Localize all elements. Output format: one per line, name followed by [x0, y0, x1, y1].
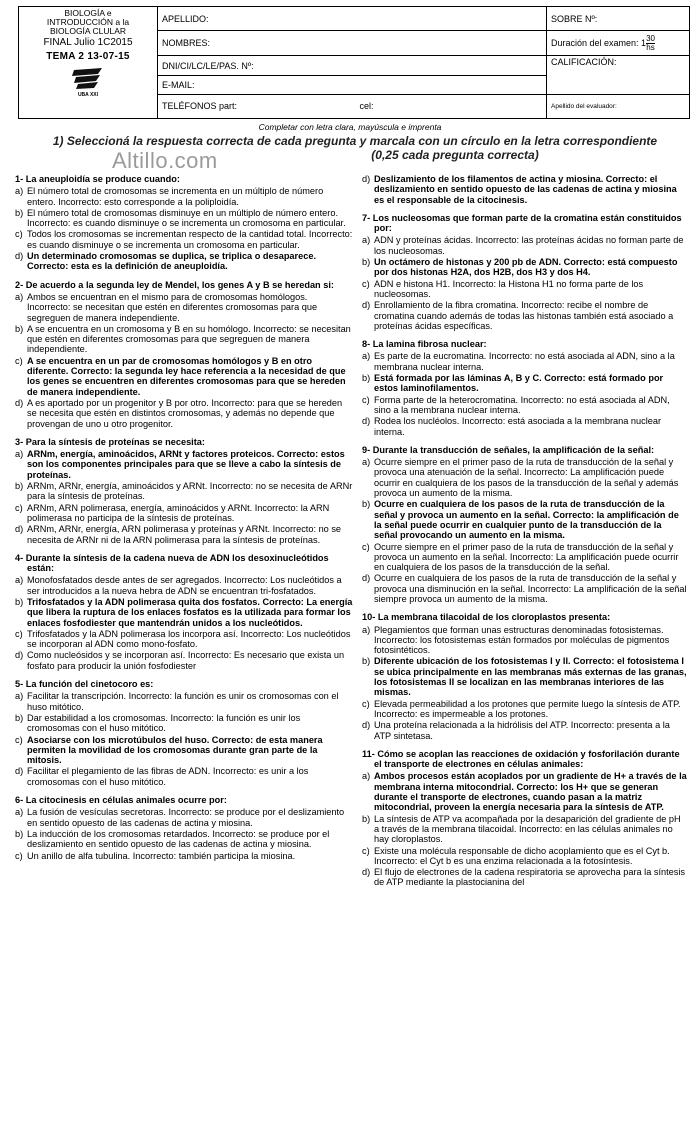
option-letter: a)	[362, 457, 371, 468]
answer-option[interactable]	[15, 524, 353, 545]
answer-option[interactable]	[362, 174, 687, 205]
option-text	[374, 542, 687, 573]
option-text	[27, 481, 353, 502]
option-letter: c)	[362, 394, 370, 405]
instructions-line-2: (0,25 cada pregunta correcta)	[371, 148, 539, 162]
option-main-text: Un octámero de histonas y 200 pb de ADN. Correcto: está compuesto por dos histonas H2A, dos H2B, dos H3 y dos H4.	[374, 257, 678, 278]
option-feedback: Incorrecto: es unir a los cromosomas con el huso mitótico.	[27, 766, 309, 787]
answer-option[interactable]	[15, 251, 353, 272]
option-letter: a)	[362, 235, 371, 246]
option-main-text: Como nucleósidos y se incorporan así.	[27, 650, 186, 661]
option-main-text: Ocurre siempre en el primer paso de la ruta de transducción de la señal y provoca un aumento en la señal.	[374, 541, 674, 562]
question	[362, 213, 687, 331]
option-feedback: Incorrecto: en las células animales no hay cloroplastos.	[374, 823, 673, 845]
instructions-line-1: 1) Seleccioná la respuesta correcta de cada pregunta y marcala con un círculo en la letra correspondiente	[52, 134, 658, 148]
option-feedback: Incorrecto: no se necesita de ARNr ni de la ARN polimerasa para la síntesis de proteínas.	[27, 524, 342, 545]
option-main-text: A es aportado por un progenitor y B por otro.	[27, 397, 209, 408]
option-feedback: Incorrecto: Los nucleótidos a ser introducidos a la nueva hebra de ADN se encuentran tri-fosfatados.	[27, 575, 342, 596]
answer-option[interactable]	[15, 481, 353, 502]
option-text	[374, 416, 687, 437]
question	[15, 437, 353, 545]
subject-line-1: BIOLOGÍA e	[64, 8, 112, 18]
answer-option[interactable]	[362, 867, 687, 888]
option-main-text: Existe una molécula responsable de dicho acoplamiento que es el Cyt b.	[374, 845, 670, 856]
question-title: 9- Durante la transducción de señales, la amplificación de la señal:	[362, 444, 655, 455]
option-feedback: Incorrecto: esto corresponde a la poliploidía.	[55, 196, 239, 207]
question	[362, 749, 687, 888]
option-text	[27, 597, 353, 628]
question	[15, 553, 353, 671]
right-column	[362, 174, 687, 896]
question-title: 6- La citocinesis en células animales ocurre por:	[15, 795, 227, 806]
option-text	[374, 656, 687, 697]
option-text	[374, 499, 687, 540]
option-feedback: Incorrecto: es cuando disminuye o se incrementa un cromosoma en particular.	[27, 218, 346, 229]
exam-header	[18, 6, 690, 119]
option-feedback: Incorrecto: Es necesario que exista un fosfato para producir la unión fosfodiester	[27, 650, 345, 671]
option-letter: d)	[362, 416, 371, 427]
question	[15, 280, 353, 429]
answer-option[interactable]	[15, 766, 353, 787]
answer-option[interactable]	[362, 573, 687, 604]
option-main-text: Ocurre en cualquiera de los pasos de la ruta de transducción de la señal y provoca una disminución en la señal.	[374, 573, 677, 594]
option-text	[374, 720, 687, 741]
option-text	[27, 829, 353, 850]
option-main-text: Una proteína relacionada a la hidrólisis del ATP.	[374, 720, 569, 731]
option-letter: b)	[15, 481, 24, 492]
option-letter: c)	[15, 229, 23, 240]
answer-option[interactable]	[15, 208, 353, 229]
option-main-text: Plegamientos que forman unas estructuras denominadas fotosistemas.	[374, 624, 664, 635]
complete-note: Completar con letra clara, mayúscula e imprenta	[258, 122, 442, 132]
answer-option[interactable]	[362, 257, 687, 278]
option-text	[27, 229, 353, 250]
answer-option[interactable]	[362, 814, 687, 845]
answer-option[interactable]	[362, 771, 687, 812]
option-letter: b)	[362, 813, 371, 824]
option-main-text: ARNm, ARNr, energía, ARN polimerasa y proteínas y ARNt.	[27, 524, 271, 535]
apellido-field[interactable]: APELLIDO:	[158, 7, 547, 31]
answer-option[interactable]	[362, 625, 687, 656]
option-letter: c)	[15, 734, 23, 745]
option-text	[374, 395, 687, 416]
question-title: 3- Para la síntesis de proteínas se necesita:	[15, 436, 205, 447]
answer-option[interactable]	[15, 186, 353, 207]
cel-label: cel:	[359, 101, 374, 112]
option-feedback: Incorrecto: es cuando disminuye o se incrementa un cromosoma en particular.	[27, 229, 353, 250]
option-letter: d)	[15, 524, 24, 535]
answer-option[interactable]	[15, 807, 353, 828]
answer-option[interactable]	[362, 351, 687, 372]
option-text	[27, 851, 353, 861]
option-main-text: El número total de cromosomas se incrementa en un múltiplo de número entero.	[27, 186, 324, 207]
answer-option[interactable]	[15, 597, 353, 628]
option-text	[27, 324, 353, 355]
option-text	[374, 300, 687, 331]
option-letter: c)	[362, 541, 370, 552]
option-letter: a)	[362, 771, 371, 782]
option-feedback: Incorrecto: presenta a la ATP sintetasa.	[374, 720, 670, 741]
option-main-text: Rodea los nucléolos.	[374, 416, 460, 427]
left-column	[15, 174, 353, 869]
question	[362, 612, 687, 741]
option-letter: c)	[15, 355, 23, 366]
option-feedback: Incorrecto: se necesitan que estén en diferentes cromosomas para que segreguen de manera independiente.	[27, 323, 351, 355]
answer-option[interactable]	[362, 373, 687, 394]
option-letter: b)	[15, 207, 24, 218]
option-text	[374, 373, 687, 394]
option-feedback: Incorrecto: La amplificación puede ocurrir en cualquiera de los pasos de la transducción de la señal.	[374, 551, 679, 573]
answer-option[interactable]	[362, 300, 687, 331]
option-main-text: Deslizamiento de los filamentos de actina y miosina. Correcto: el deslizamiento en sentido opuesto de las cadenas de actina y miosina es el responsable de la citocinesis.	[374, 174, 677, 205]
option-text	[27, 575, 353, 596]
option-text	[27, 186, 353, 207]
option-main-text: Ocurre siempre en el primer paso de la ruta de transducción de la señal y provoca una atenuación de la señal.	[374, 457, 674, 478]
option-main-text: Dar estabilidad a los cromosomas.	[27, 712, 168, 723]
option-feedback: Incorrecto: no está asociada al ADN, sino a la membrana nuclear interna.	[374, 351, 675, 372]
option-main-text: Ambos se encuentran en el mismo para de cromosomas homólogos.	[27, 291, 308, 302]
option-letter: a)	[15, 575, 24, 586]
answer-option[interactable]	[15, 324, 353, 355]
option-text	[374, 573, 687, 604]
option-letter: c)	[362, 278, 370, 289]
question	[362, 339, 687, 437]
duracion-den: hs	[646, 42, 655, 52]
option-letter: d)	[362, 300, 371, 311]
question-title: 1- La aneuploidía se produce cuando:	[15, 174, 180, 184]
option-main-text: Todos los cromosomas se incrementan respecto de la cantidad total.	[27, 229, 307, 240]
answer-option[interactable]	[15, 575, 353, 596]
option-main-text: La fusión de vesículas secretoras.	[27, 807, 166, 818]
option-feedback: Incorrecto: los fotosistemas están formados por moléculas de pigmentos fotosintéticos.	[374, 634, 670, 656]
option-letter: b)	[362, 656, 371, 667]
option-text	[27, 766, 353, 787]
answer-option[interactable]	[15, 629, 353, 650]
option-letter: a)	[15, 807, 24, 818]
option-letter: a)	[15, 186, 24, 197]
option-letter: d)	[15, 650, 24, 661]
option-feedback: Incorrecto: está asociada a la membrana nuclear interna.	[374, 416, 662, 437]
answer-option[interactable]	[15, 292, 353, 323]
answer-option[interactable]	[362, 235, 687, 256]
watermark: Altillo.com	[112, 148, 218, 173]
option-feedback: Incorrecto: La amplificación de la señal siempre provoca un aumento de la misma.	[374, 583, 687, 604]
dni-field[interactable]: DNI/CI/LC/LE/PAS. Nº:	[158, 55, 547, 76]
answer-option[interactable]	[362, 542, 687, 573]
option-text	[374, 867, 687, 888]
option-text	[374, 625, 687, 656]
answer-option[interactable]	[362, 416, 687, 437]
answer-option[interactable]	[15, 356, 353, 397]
answer-option[interactable]	[362, 699, 687, 720]
option-text	[374, 699, 687, 720]
option-text	[27, 735, 353, 766]
duracion-fraction	[646, 35, 655, 52]
option-text	[27, 503, 353, 524]
option-main-text: Ocurre en cualquiera de los pasos de la ruta de transducción de la señal y provoca un aumento en la señal. Correcto: la amplificación de la señal puede ocurrir en cualquier punto de la transducción de la señal provocando un aumento en la misma.	[374, 499, 679, 541]
answer-option[interactable]	[362, 656, 687, 697]
answer-option[interactable]	[362, 720, 687, 741]
option-main-text: El flujo de electrones de la cadena respiratoria se aprovecha para la síntesis de ATP mediante la plastocianina del	[374, 867, 686, 888]
option-feedback: Incorrecto: la Histona H1 no forma parte de los nucleosomas.	[374, 278, 644, 299]
option-main-text: ADN e histona H1.	[374, 278, 451, 289]
option-letter: d)	[362, 720, 371, 731]
option-letter: d)	[15, 251, 24, 262]
option-letter: d)	[362, 174, 371, 184]
option-feedback: Incorrecto: no se necesita de ARNr para la síntesis de proteínas.	[27, 481, 353, 502]
question-title: 7- Los nucleosomas que forman parte de la cromatina están constituidos por:	[362, 212, 682, 234]
option-text	[27, 650, 353, 671]
option-main-text: Asociarse con los microtúbulos del huso. Correcto: de esta manera permiten la movilidad de los cromosomas durante gran parte de la mitosis.	[27, 734, 323, 766]
option-letter: c)	[15, 628, 23, 639]
option-text	[374, 771, 687, 812]
option-text	[374, 235, 687, 256]
option-feedback: Incorrecto: para que se hereden se necesita que estén en distintos cromosomas, y además no depende que provengan de uno u otro progenitor.	[27, 397, 343, 429]
option-main-text: Trifosfatados y la ADN polimerasa quita dos fosfatos. Correcto: La energía que libera la ruptura de los enlaces fosfatos es la utilizada para formar los enlaces fosfodiester que mantendrán unidos a los nucleótidos.	[27, 596, 353, 628]
option-letter: b)	[15, 712, 24, 723]
option-letter: b)	[362, 257, 371, 268]
option-main-text: ARNm, ARN polimerasa, energía, aminoácidos y ARNt.	[27, 502, 253, 513]
answer-option[interactable]	[15, 449, 353, 480]
option-feedback: Incorrecto: el Cyt b es una enzima relacionada a la fotosíntesis.	[374, 855, 633, 866]
answer-option[interactable]	[15, 713, 353, 734]
option-text	[374, 174, 687, 205]
option-letter: b)	[15, 596, 24, 607]
option-text	[374, 814, 687, 845]
option-text	[27, 398, 353, 429]
question	[362, 174, 687, 205]
option-main-text: Facilitar el plegamiento de las fibras de ADN.	[27, 766, 211, 777]
answer-option[interactable]	[15, 851, 353, 861]
option-main-text: Está formada por las láminas A, B y C. Correcto: está formado por estos laminofilamentos.	[374, 373, 664, 394]
option-feedback: Incorrecto: Los nucleótidos se incorporan al ADN como mono-fosfato.	[27, 628, 351, 650]
option-text	[27, 251, 353, 272]
option-main-text: Elevada permeabilidad a los protones que permite luego la síntesis de ATP.	[374, 698, 681, 709]
option-main-text: Facilitar la transcripción.	[27, 691, 127, 702]
answer-option[interactable]	[15, 503, 353, 524]
option-main-text: ADN y proteínas ácidas.	[374, 235, 474, 246]
option-main-text: El número total de cromosomas disminuye en un múltiplo de número entero.	[27, 207, 339, 218]
option-feedback: Incorrecto: la función es unir los cromosomas con el huso mitótico.	[27, 712, 301, 734]
option-letter: d)	[15, 766, 24, 777]
question-title: 5- La función del cinetocoro es:	[15, 679, 154, 690]
answer-option[interactable]	[15, 691, 353, 712]
answer-option[interactable]	[15, 829, 353, 850]
option-main-text: A se encuentra en un cromosoma y B en su homólogo.	[27, 323, 251, 334]
telefonos-label: TELÉFONOS part:	[162, 101, 238, 112]
duracion-num: 30	[646, 33, 655, 43]
option-letter: a)	[15, 691, 24, 702]
question-title: 11- Cómo se acoplan las reacciones de oxidación y fosforilación durante el transporte de electrones en células animales:	[362, 748, 680, 770]
option-text	[374, 351, 687, 372]
option-letter: b)	[15, 828, 24, 839]
duracion-field	[547, 31, 690, 55]
option-letter: a)	[15, 291, 24, 302]
question	[362, 445, 687, 604]
option-main-text: Forma parte de la heterocromatina.	[374, 394, 519, 405]
option-letter: a)	[15, 449, 24, 460]
option-main-text: La inducción de los cromosomas retardados.	[27, 828, 210, 839]
question-title: 2- De acuerdo a la segunda ley de Mendel, los genes A y B se heredan si:	[15, 279, 334, 290]
option-text	[27, 807, 353, 828]
option-text	[27, 208, 353, 229]
question-title: 8- La lamina fibrosa nuclear:	[362, 339, 487, 350]
option-letter: a)	[362, 624, 371, 635]
answer-option[interactable]	[362, 279, 687, 300]
option-main-text: Ambos procesos están acoplados por un gradiente de H+ a través de la membrana interna mitocondrial. Correcto: los H+ que se generan durante el transporte de electrones, cuando pasan a la matriz mitocondrial, proveen la energía necesaria para la síntesis de ATP.	[374, 771, 687, 813]
option-feedback: Incorrecto: las proteínas ácidas no forman parte de los nucleosomas.	[374, 235, 684, 256]
uba-xxi-logo	[68, 66, 108, 96]
question-title: 10- La membrana tilacoidal de los cloroplastos presenta:	[362, 612, 611, 623]
option-main-text: Monofosfatados desde antes de ser agregados.	[27, 575, 222, 586]
option-text	[27, 713, 353, 734]
option-feedback: Incorrecto: La amplificación puede ocurrir en cualquiera de los pasos de la transducción de la señal y además provoca un aumento de la misma.	[374, 467, 679, 499]
option-text	[27, 292, 353, 323]
option-main-text: Diferente ubicación de los fotosistemas I y II. Correcto: el fotosistema I se ubica principalmente en las membranas más externas de las granas, los fotosistemas II se localizan en las membranas interiores de las mismas.	[374, 656, 687, 698]
exam-tema-label: TEMA 2 13-07-15	[46, 51, 130, 62]
option-text	[27, 449, 353, 480]
answer-option[interactable]	[15, 650, 353, 671]
option-letter: d)	[15, 397, 24, 408]
option-letter: b)	[362, 373, 371, 384]
nombres-field[interactable]: NOMBRES:	[158, 31, 547, 55]
option-letter: c)	[362, 698, 370, 709]
answer-option[interactable]	[15, 735, 353, 766]
answer-option[interactable]	[362, 499, 687, 540]
option-feedback: Incorrecto: se produce por el deslizamiento en sentido opuesto de las cadenas de actina y miosina.	[27, 807, 345, 828]
option-text	[27, 524, 353, 545]
option-text	[27, 629, 353, 650]
option-feedback: Incorrecto: recibe el nombre de cromatina cuando además de todas las histonas también está asociado a proteínas ácidas específicas.	[374, 300, 674, 331]
option-letter: c)	[15, 850, 23, 861]
option-text	[374, 846, 687, 867]
option-feedback: Incorrecto: no está asociada al ADN, sino a la membrana nuclear interna.	[374, 394, 670, 415]
question	[15, 679, 353, 787]
option-letter: b)	[362, 499, 371, 510]
question-title: 4- Durante la síntesis de la cadena nueva de ADN los desoxinucleótidos están:	[15, 552, 329, 574]
option-letter: c)	[15, 502, 23, 513]
option-text	[374, 257, 687, 278]
answer-option[interactable]	[362, 457, 687, 498]
option-letter: d)	[362, 573, 371, 584]
option-main-text: Es parte de la eucromatina.	[374, 351, 487, 362]
option-main-text: A se encuentra en un par de cromosomas homólogos y B en otro diferente. Correcto: la segunda ley hace referencia a la necesidad de que los genes se encuentren en diferentes cromosomas para que se hereden de manera independiente.	[27, 355, 346, 397]
option-main-text: ARNm, energía, aminoácidos, ARNt y factores proteicos. Correcto: estos son los componentes principales para que se lleve a cabo la síntesis de proteínas.	[27, 449, 345, 480]
evaluador-field[interactable]: Apellido del evaluador:	[547, 94, 690, 118]
option-letter: c)	[362, 845, 370, 856]
option-letter: a)	[362, 351, 371, 362]
option-main-text: Enrollamiento de la fibra cromatina.	[374, 300, 519, 311]
calificacion-field[interactable]: CALIFICACIÓN:	[547, 55, 690, 94]
option-main-text: ARNm, ARNr, energía, aminoácidos y ARNt.	[27, 481, 208, 492]
option-feedback: Incorrecto: se produce por el deslizamiento en sentido opuesto de las cadenas de actina y miosina.	[27, 828, 330, 850]
option-letter: b)	[15, 323, 24, 334]
option-text	[374, 279, 687, 300]
header-subject-box	[19, 7, 158, 119]
duracion-label: Duración del examen: 1	[551, 37, 647, 48]
question	[15, 795, 353, 861]
answer-option[interactable]	[15, 229, 353, 250]
answer-option[interactable]	[362, 846, 687, 867]
option-feedback: Incorrecto: es impermeable a los protones.	[374, 708, 549, 719]
answer-option[interactable]	[362, 395, 687, 416]
subject-line-2: INTRODUCCIÓN a la	[46, 17, 130, 27]
option-feedback: Incorrecto: también participa la miosina.	[130, 850, 296, 861]
subject-line-3: BIOLOGÍA CLULAR	[49, 26, 127, 36]
option-feedback: Incorrecto: la función es unir os cromosomas con el huso mitótico.	[27, 691, 339, 712]
telefonos-field[interactable]	[158, 94, 547, 118]
answer-option[interactable]	[15, 398, 353, 429]
option-feedback: Incorrecto: se necesitan que estén en diferentes cromosomas para que segreguen de manera independiente.	[27, 302, 318, 323]
option-main-text: Un determinado cromosomas se duplica, se triplica o desaparece. Correcto: esta es la definición de aneuploidía.	[27, 251, 316, 272]
logo-label: UBA XXI	[77, 92, 99, 98]
option-text	[27, 691, 353, 712]
option-main-text: Trifosfatados y la ADN polimerasa los incorpora así.	[27, 628, 239, 639]
sobre-field[interactable]: SOBRE Nº:	[547, 7, 690, 31]
option-letter: d)	[362, 867, 371, 878]
exam-final-label: FINAL Julio 1C2015	[43, 37, 133, 48]
option-feedback: Incorrecto: la ARN polimerasa no participa de la síntesis de proteínas.	[27, 502, 330, 523]
email-field[interactable]: E-MAIL:	[158, 76, 547, 94]
option-main-text: Un anillo de alfa tubulina.	[27, 850, 131, 861]
question	[15, 174, 353, 272]
option-text	[374, 457, 687, 498]
option-main-text: La síntesis de ATP va acompañada por la desaparición del gradiente de pH a través de la membrana tilacoidal.	[374, 813, 681, 834]
option-text	[27, 356, 353, 397]
